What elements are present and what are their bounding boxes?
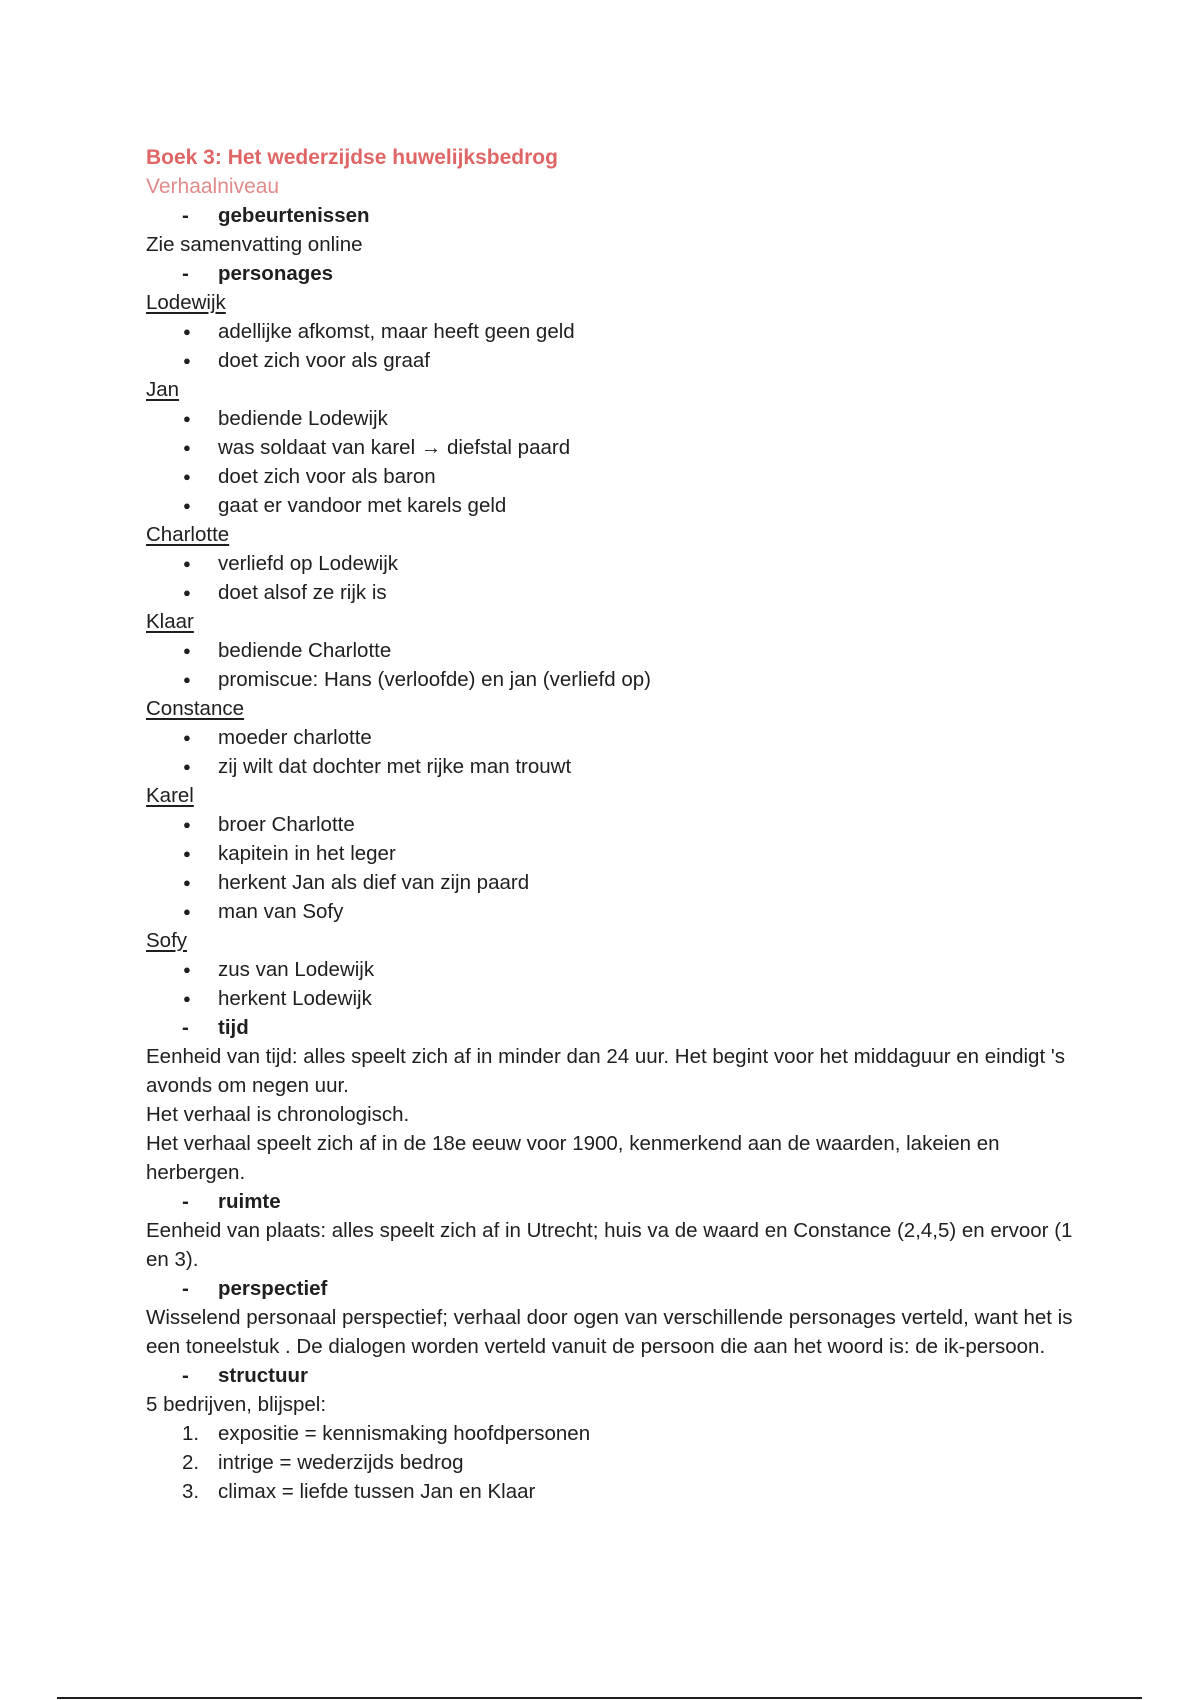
character-name: Lodewijk xyxy=(146,291,226,314)
perspective-paragraph: Wisselend personaal perspectief; verhaal door ogen van verschillende personages verteld, want het is een toneelstuk . De dialogen worden verteld vanuit de persoon die aan het woord is: de ik-persoon. xyxy=(146,1306,1073,1358)
step-text: intrige = wederzijds bedrog xyxy=(218,1451,464,1474)
character-point: ● moeder charlotte xyxy=(146,723,1076,752)
page-title: Boek 3: Het wederzijdse huwelijksbedrog xyxy=(146,146,558,169)
character-point: ● gaat er vandoor met karels geld xyxy=(146,491,1076,520)
heading-perspective: - perspectief xyxy=(146,1274,1076,1303)
character-point: ● bediende Charlotte xyxy=(146,636,1076,665)
character-point: ● broer Charlotte xyxy=(146,810,1076,839)
character-point: ● doet zich voor als graaf xyxy=(146,346,1076,375)
character-point: ● verliefd op Lodewijk xyxy=(146,549,1076,578)
character-point: ● promiscue: Hans (verloofde) en jan (verliefd op) xyxy=(146,665,1076,694)
heading-time: - tijd xyxy=(146,1013,1076,1042)
time-paragraph: Het verhaal speelt zich af in de 18e eeuw voor 1900, kenmerkend aan de waarden, lakeien en herbergen. xyxy=(146,1132,1000,1184)
character-point: ● zij wilt dat dochter met rijke man trouwt xyxy=(146,752,1076,781)
character-points xyxy=(146,549,1076,607)
space-paragraph: Eenheid van plaats: alles speelt zich af in Utrecht; huis va de waard en Constance (2,4,5) en ervoor (1 en 3). xyxy=(146,1219,1073,1271)
character-point: ● man van Sofy xyxy=(146,897,1076,926)
structure-step xyxy=(146,1419,1076,1448)
character-points xyxy=(146,404,1076,520)
events-text: Zie samenvatting online xyxy=(146,233,363,256)
step-number: 1. xyxy=(182,1422,200,1445)
character-point: ● was soldaat van karel → diefstal paard xyxy=(146,433,1076,462)
page-subtitle: Verhaalniveau xyxy=(146,175,280,198)
heading-space: - ruimte xyxy=(146,1187,1076,1216)
character-point: ● herkent Lodewijk xyxy=(146,984,1076,1013)
structure-step xyxy=(146,1448,1076,1477)
character-list xyxy=(146,288,1076,1013)
step-text: expositie = kennismaking hoofdpersonen xyxy=(218,1422,591,1445)
heading-characters: - personages xyxy=(146,259,1076,288)
heading-events: - gebeurtenissen xyxy=(146,201,1076,230)
step-number: 2. xyxy=(182,1451,200,1474)
character-points xyxy=(146,636,1076,694)
character-point: ● adellijke afkomst, maar heeft geen geld xyxy=(146,317,1076,346)
character-name: Sofy xyxy=(146,929,188,952)
character-point: ● zus van Lodewijk xyxy=(146,955,1076,984)
character-point: ● doet zich voor als baron xyxy=(146,462,1076,491)
step-text: climax = liefde tussen Jan en Klaar xyxy=(218,1480,536,1503)
character-point: ● herkent Jan als dief van zijn paard xyxy=(146,868,1076,897)
page-bottom-rule xyxy=(57,1697,1142,1699)
structure-steps xyxy=(146,1419,1076,1506)
character-points xyxy=(146,810,1076,926)
time-paragraph: Eenheid van tijd: alles speelt zich af in minder dan 24 uur. Het begint voor het middaguur en eindigt 's avonds om negen uur. xyxy=(146,1045,1066,1097)
character-points xyxy=(146,955,1076,1013)
character-name: Charlotte xyxy=(146,523,230,546)
character-name: Constance xyxy=(146,697,245,720)
character-point: ● bediende Lodewijk xyxy=(146,404,1076,433)
character-point: ● kapitein in het leger xyxy=(146,839,1076,868)
character-points xyxy=(146,317,1076,375)
structure-step xyxy=(146,1477,1076,1506)
document-page xyxy=(146,143,1076,1506)
character-name: Klaar xyxy=(146,610,194,633)
character-points xyxy=(146,723,1076,781)
character-name: Karel xyxy=(146,784,194,807)
step-number: 3. xyxy=(182,1480,200,1503)
structure-intro: 5 bedrijven, blijspel: xyxy=(146,1393,327,1416)
time-paragraph: Het verhaal is chronologisch. xyxy=(146,1103,410,1126)
heading-structure: - structuur xyxy=(146,1361,1076,1390)
character-point: ● doet alsof ze rijk is xyxy=(146,578,1076,607)
character-name: Jan xyxy=(146,378,180,401)
